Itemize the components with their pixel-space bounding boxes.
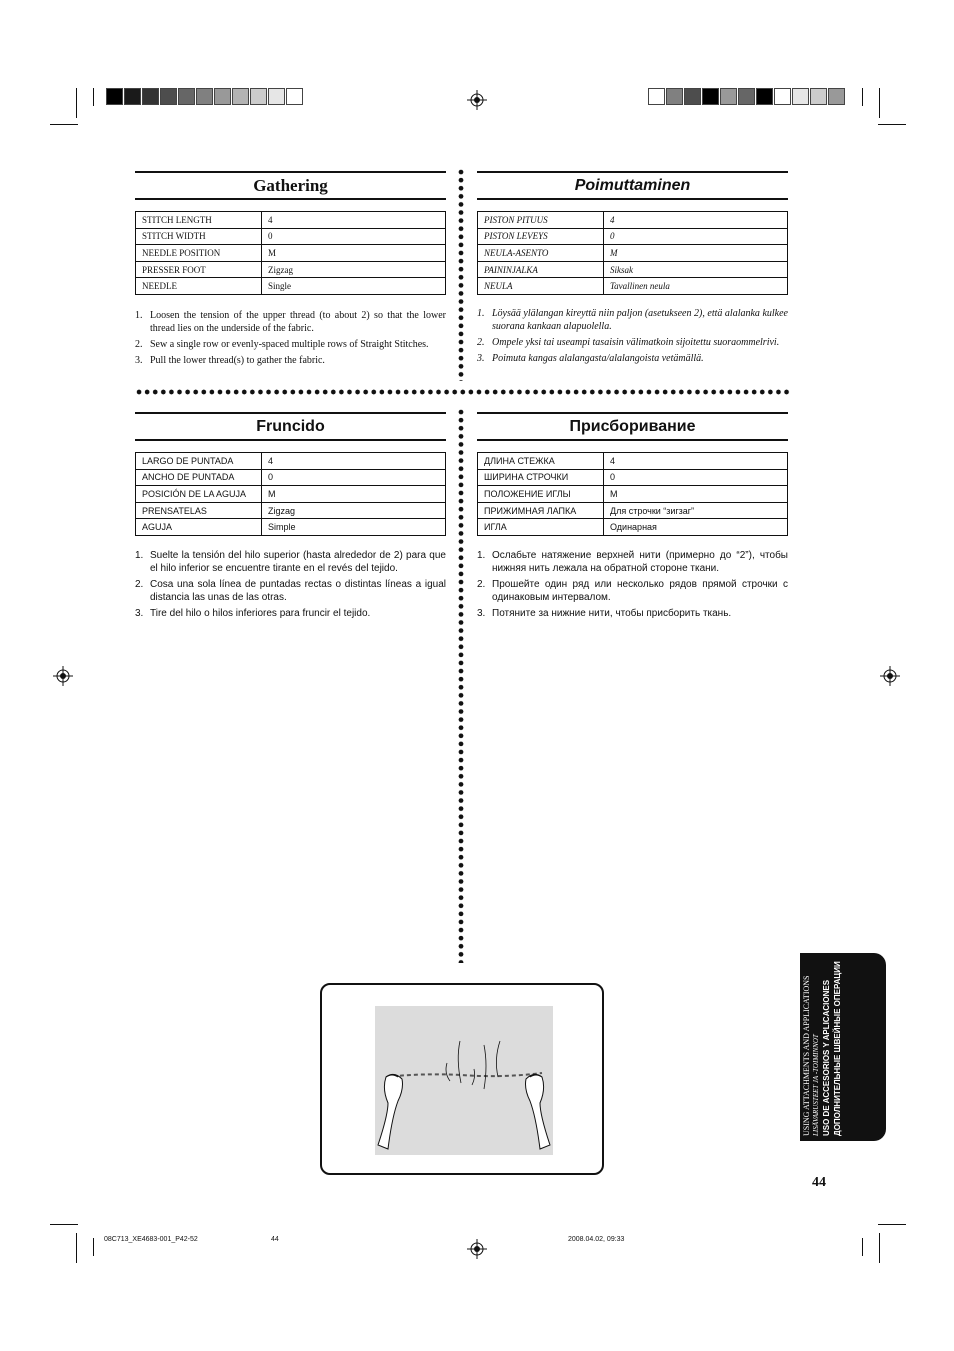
table-row: NEULA Tavallinen neula <box>478 278 788 295</box>
list-item: 3. Pull the lower thread(s) to gather the fabric. <box>135 355 325 366</box>
table-row: PISTON LEVEYS 0 <box>478 228 788 245</box>
table-row: POSICIÓN DE LA AGUJA M <box>136 486 446 503</box>
fabric-hands-icon <box>322 985 602 1173</box>
footer-page: 44 <box>271 1236 279 1243</box>
list-item: 3. Poimuta kangas alalangasta/alalangoista vetämällä. <box>477 353 704 364</box>
list-item: 2. Прошейте один ряд или несколько рядов прямой строчки с одинаковым интервалом. <box>477 579 788 603</box>
registration-mark-right-icon <box>880 666 900 686</box>
list-item: 1. Loosen the tension of the upper thread (to about 2) so that the lower thread lies on the underside of the fabric. <box>135 310 446 334</box>
list-item: 2. Cosa una sola línea de puntadas rectas o distintas líneas a igual distancia las unas de las otras. <box>135 579 446 603</box>
table-row: PRESSER FOOT Zigzag <box>136 261 446 278</box>
table-row: STITCH LENGTH 4 <box>136 212 446 229</box>
settings-table-en <box>135 211 446 295</box>
table-row: LARGO DE PUNTADA 4 <box>136 453 446 470</box>
list-item: 2. Ompele yksi tai useampi tasaisin välimatkoin sijoitettu suoraommelrivi. <box>477 337 780 348</box>
registration-mark-left-icon <box>53 666 73 686</box>
list-item: 1. Suelte la tensión del hilo superior (hasta alrededor de 2) para que el hilo inferior se encuentre tirante en el revés del tejido. <box>135 550 446 574</box>
list-item: 3. Tire del hilo o hilos inferiores para fruncir el tejido. <box>135 608 371 619</box>
table-row: ANCHO DE PUNTADA 0 <box>136 469 446 486</box>
steps-en <box>135 309 446 370</box>
registration-mark-bottom-icon <box>467 1239 487 1259</box>
chapter-side-tab <box>800 953 886 1141</box>
list-item: 3. Потяните за нижние нити, чтобы присборить ткань. <box>477 608 732 619</box>
registration-mark-top-icon <box>467 90 487 110</box>
vertical-divider-lower <box>458 408 464 963</box>
table-row: ПРИЖИМНАЯ ЛАПКА Для строчки “зигзаг” <box>478 502 788 519</box>
section-title-ru: Присборивание <box>477 412 788 441</box>
vertical-divider <box>458 168 464 381</box>
table-row: NEEDLE POSITION M <box>136 245 446 262</box>
footer-file: 08C713_XE4683-001_P42-52 <box>104 1236 198 1243</box>
footer-timestamp: 2008.04.02, 09:33 <box>568 1236 625 1243</box>
steps-fi <box>477 307 788 368</box>
table-row: NEULA-ASENTO M <box>478 245 788 262</box>
table-row: ШИРИНА СТРОЧКИ 0 <box>478 469 788 486</box>
table-row: PAININJALKA Siksak <box>478 261 788 278</box>
settings-table-fi <box>477 211 788 295</box>
settings-table-es <box>135 452 446 536</box>
steps-es <box>135 549 446 623</box>
steps-ru <box>477 549 788 623</box>
table-row: PISTON PITUUS 4 <box>478 212 788 229</box>
side-tab-line-3: USO DE ACCESORIOS Y APLICACIONES <box>822 979 831 1136</box>
page-number: 44 <box>812 1175 826 1190</box>
settings-table-ru <box>477 452 788 536</box>
section-title-es: Fruncido <box>135 412 446 441</box>
side-tab-line-4: ДОПОЛНИТЕЛЬНЫЕ ШВЕЙНЫЕ ОПЕРАЦИИ <box>833 961 842 1136</box>
list-item: 1. Ослабьте натяжение верхней нити (примерно до “2”), чтобы нижняя нить лежала на обратной стороне ткани. <box>477 550 788 574</box>
list-item: 2. Sew a single row or evenly-spaced multiple rows of Straight Stitches. <box>135 339 429 350</box>
table-row: AGUJA Simple <box>136 519 446 536</box>
section-title-fi: Poimuttaminen <box>477 171 788 200</box>
table-row: NEEDLE Single <box>136 278 446 295</box>
list-item: 1. Löysää ylälangan kireyttä niin paljon (asetukseen 2), että alalanka kulkee suorana kankaan alapuolella. <box>477 308 788 332</box>
table-row: ПОЛОЖЕНИЕ ИГЛЫ M <box>478 486 788 503</box>
section-title-en: Gathering <box>135 171 446 200</box>
gathering-illustration <box>320 983 604 1175</box>
side-tab-line-1: USING ATTACHMENTS AND APPLICATIONS <box>802 975 811 1136</box>
table-row: ДЛИНА СТЕЖКА 4 <box>478 453 788 470</box>
table-row: ИГЛА Одинарная <box>478 519 788 536</box>
horizontal-divider <box>135 389 791 395</box>
table-row: PRENSATELAS Zigzag <box>136 502 446 519</box>
side-tab-line-2: LISÄVARUSTEET JA -TOIMINNOT <box>812 1034 820 1136</box>
table-row: STITCH WIDTH 0 <box>136 228 446 245</box>
